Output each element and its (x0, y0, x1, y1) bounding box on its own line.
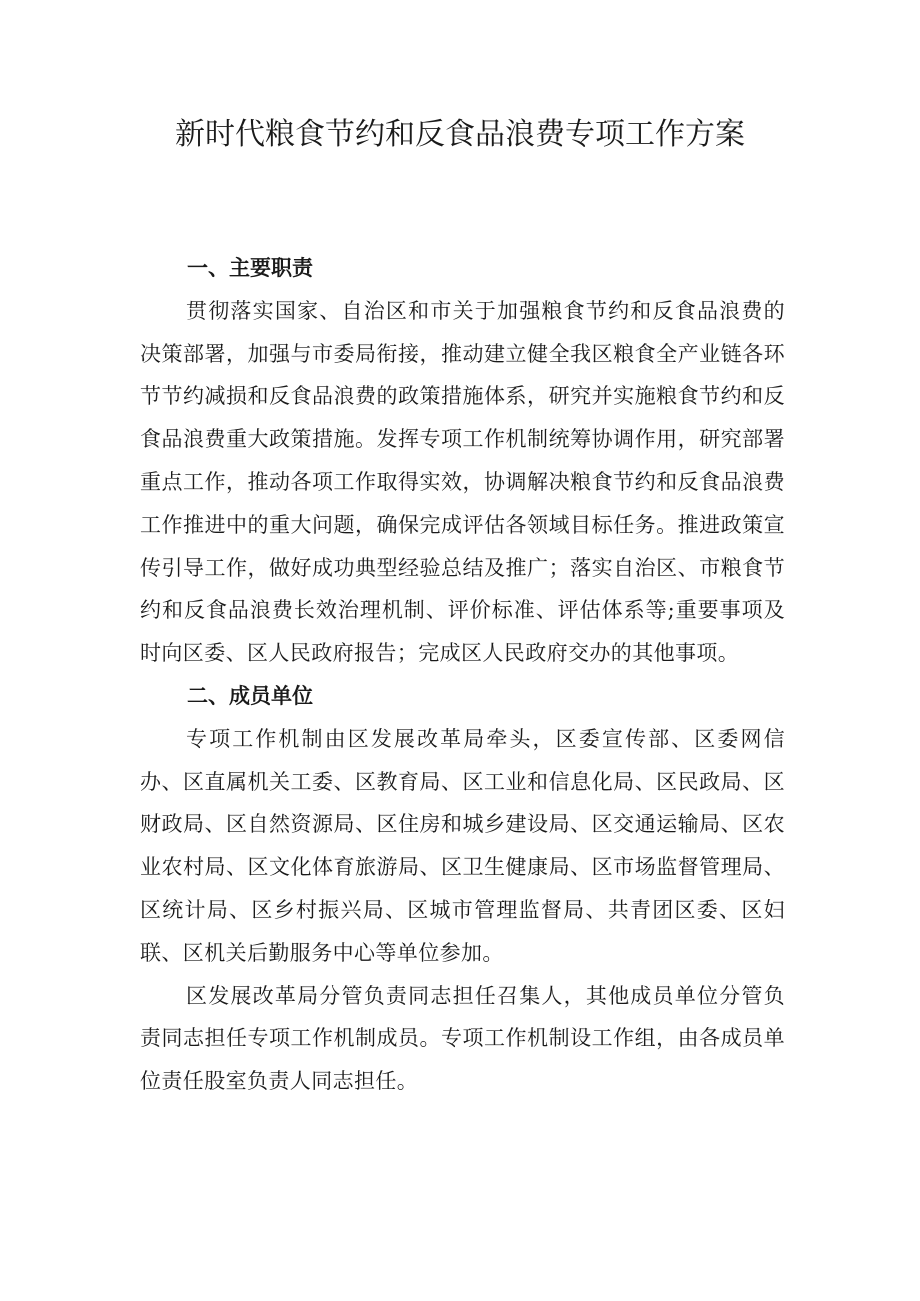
convener-paragraph: 区发展改革局分管负责同志担任召集人，其他成员单位分管负责同志担任专项工作机制成员。专项工作机制设工作组，由各成员单位责任股室负责人同志担任。 (140, 983, 785, 1094)
duties-paragraph: 贯彻落实国家、自治区和市关于加强粮食节约和反食品浪费的决策部署，加强与市委局衔接，推动建立健全我区粮食全产业链各环节节约减损和反食品浪费的政策措施体系，研究并实施粮食节约和反食品浪费重大政策措施。发挥专项工作机制统筹协调作用，研究部署重点工作，推动各项工作取得实效，协调解决粮食节约和反食品浪费工作推进中的重大问题，确保完成评估各领域目标任务。推进政策宣传引导工作，做好成功典型经验总结及推广；落实自治区、市粮食节约和反食品浪费长效治理机制、评价标准、评估体系等;重要事项及时向区委、区人民政府报告；完成区人民政府交办的其他事项。 (140, 298, 785, 666)
document-body (140, 247, 785, 1103)
section-heading-duties: 一、主要职责 (187, 256, 313, 280)
document-title: 新时代粮食节约和反食品浪费专项工作方案 (175, 117, 745, 152)
section-heading-members: 二、成员单位 (187, 683, 313, 708)
members-paragraph: 专项工作机制由区发展改革局牵头，区委宣传部、区委网信办、区直属机关工委、区教育局、区工业和信息化局、区民政局、区财政局、区自然资源局、区住房和城乡建设局、区交通运输局、区农业农村局、区文化体育旅游局、区卫生健康局、区市场监督管理局、区统计局、区乡村振兴局、区城市管理监督局、共青团区委、区妇联、区机关后勤服务中心等单位参加。 (140, 726, 785, 965)
